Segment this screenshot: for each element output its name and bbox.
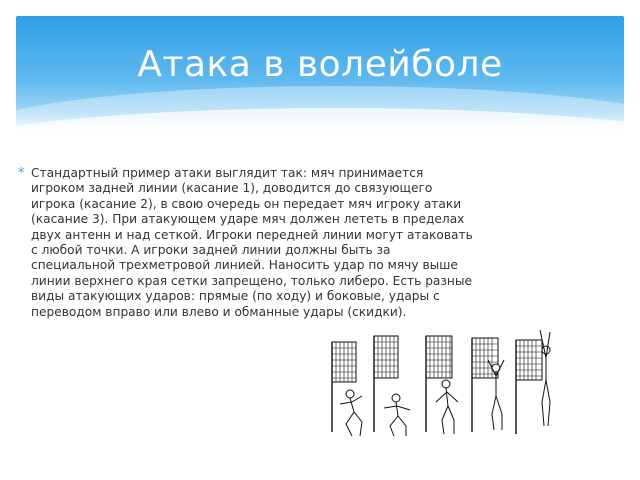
bullet-icon: * — [18, 166, 25, 181]
content-area — [18, 166, 478, 320]
body-text: Стандартный пример атаки выглядит так: мяч принимается игроком задней линии (касание 1), доводится до связующего игрока (касание 2), в свою очередь он передает мяч игроку атаки (касание 3). При атакующем ударе мяч должен лететь в пределах двух антенн и над сеткой. Игроки передней линии могут атаковать с любой точки. А игроки задней линии должны быть за специальной трехметровой линией. Наносить удар по мячу выше линии верхнего края сетки запрещено, только либеро. Есть разные виды атакующих ударов: прямые (по ходу) и боковые, удары с переводом вправо или влево и обманные удары (скидки). — [31, 166, 473, 319]
spike-phase-5 — [516, 330, 550, 434]
spike-phase-1 — [332, 342, 362, 436]
spike-phase-3 — [426, 336, 458, 434]
spike-phase-2 — [374, 336, 410, 436]
slide-title: Атака в волейболе — [137, 44, 503, 85]
spike-sequence-illustration — [322, 326, 554, 444]
spike-phase-4 — [472, 338, 504, 432]
